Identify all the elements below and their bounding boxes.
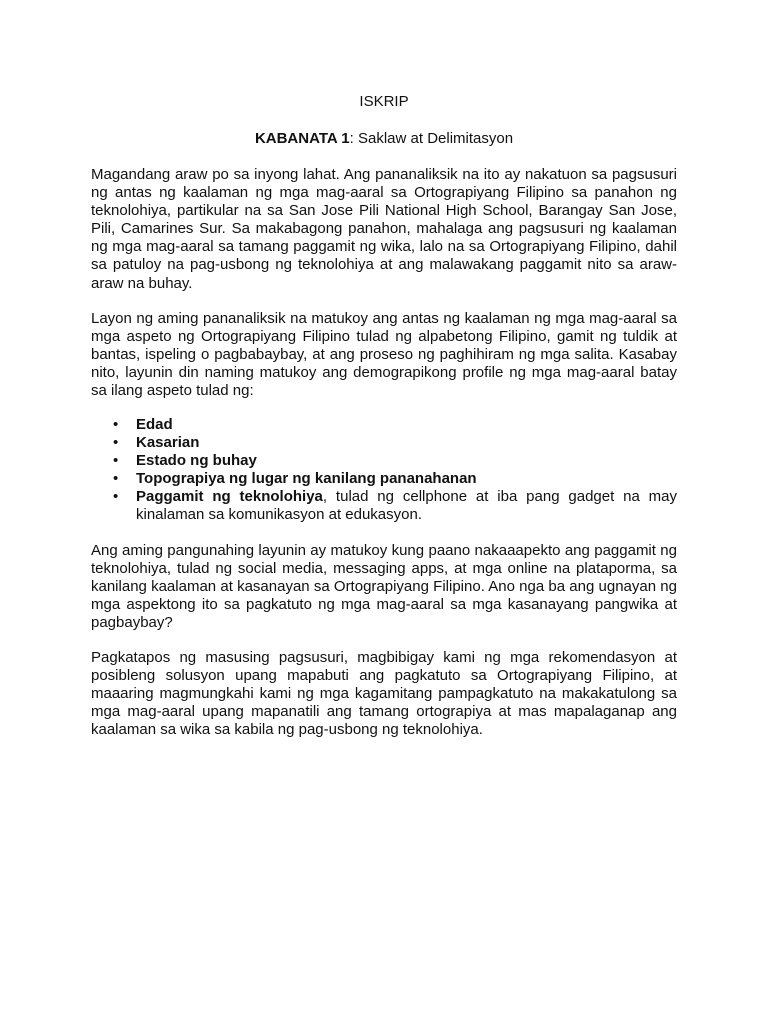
paragraph-objectives: Layon ng aming pananaliksik na matukoy ang antas ng kaalaman ng mga mag-aaral sa mga aspeto ng Ortograpiyang Filipino tulad ng alpabetong Filipino, gamit ng tuldik at bantas, ispeling o pagbabaybay, at ang proseso ng paghihiram ng mga salita. Kasabay nito, layunin din naming matukoy ang demograpikong profile ng mga mag-aaral batay sa ilang aspeto tulad ng: [91,310,677,400]
list-item [91,434,677,452]
bullet-icon: • [113,452,119,469]
list-item [91,452,677,470]
list-item-bold: Estado ng buhay [136,452,257,469]
paragraph-main-goal: Ang aming pangunahing layunin ay matukoy kung paano nakaaapekto ang paggamit ng teknolohiya, tulad ng social media, messaging apps, at mga online na plataporma, sa kanilang kaalaman at kasanayan sa Ortograpiyang Filipino. Ano nga ba ang ugnayan ng mga aspektong ito sa pagkatuto ng mga mag-aaral sa mga kasanayang pangwika at pagbaybay? [91,542,677,632]
chapter-heading [0,130,768,148]
bullet-icon: • [113,416,119,433]
list-item [91,488,677,524]
list-item-bold: Edad [136,416,173,433]
chapter-title: : Saklaw at Delimitasyon [349,130,514,147]
list-item-bold: Topograpiya ng lugar ng kanilang pananahanan [136,470,477,487]
chapter-label: KABANATA 1 [254,130,350,147]
demographic-list [91,416,677,524]
list-item [91,416,677,434]
bullet-icon: • [113,488,119,505]
paragraph-intro: Magandang araw po sa inyong lahat. Ang pananaliksik na ito ay nakatuon sa pagsusuri ng antas ng kaalaman ng mga mag-aaral sa Ortograpiyang Filipino sa panahon ng teknolohiya, partikular na sa San Jose Pili National High School, Barangay San Jose, Pili, Camarines Sur. Sa makabagong panahon, mahalaga ang pagsusuri ng kaalaman ng mga mag-aaral sa tamang paggamit ng wika, lalo na sa Ortograpiyang Filipino, dahil sa patuloy na pag-usbong ng teknolohiya at ang malawakang paggamit nito sa araw-araw na buhay. [91,166,677,292]
list-item-bold: Kasarian [136,434,200,451]
paragraph-recommendations: Pagkatapos ng masusing pagsusuri, magbibigay kami ng mga rekomendasyon at posibleng solusyon upang mapabuti ang pagkatuto sa Ortograpiyang Filipino, at maaaring magmungkahi kami ng mga kagamitang pampagkatuto na makakatulong sa mga mag-aaral upang mapanatili ang tamang ortograpiya at mas mapalaganap ang kaalaman sa wika sa kabila ng pag-usbong ng teknolohiya. [91,649,677,739]
list-item-bold: Paggamit ng teknolohiya [136,488,323,505]
bullet-icon: • [113,434,119,451]
list-item-text: , tulad ng cellphone at iba pang gadget na may kinalaman sa komunikasyon at edukasyon. [136,488,677,523]
document-title: ISKRIP [359,93,409,110]
bullet-icon: • [113,470,119,487]
list-item [91,470,677,488]
